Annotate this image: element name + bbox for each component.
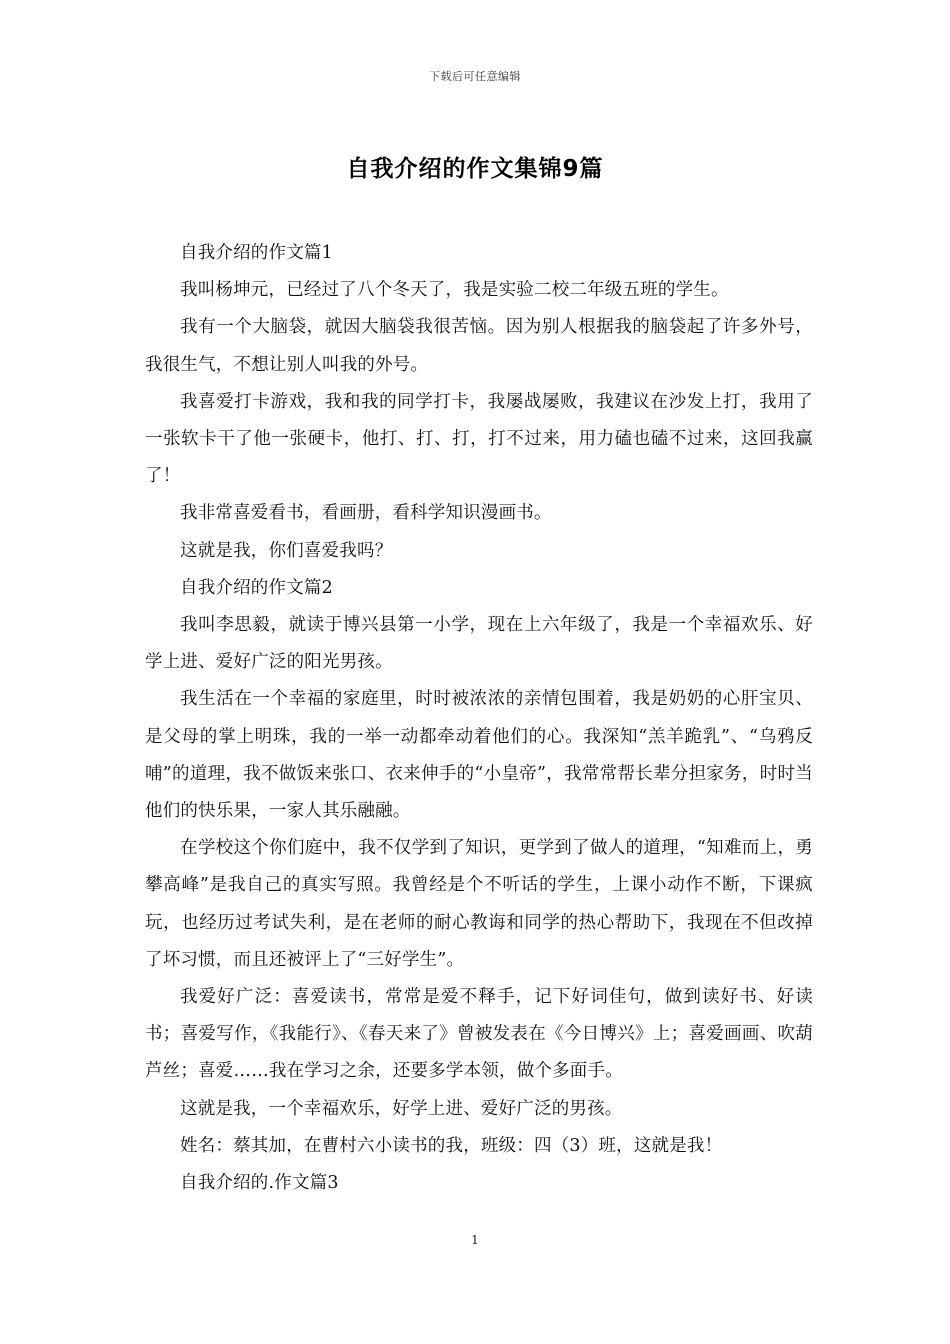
document-title: 自我介绍的作文集锦9篇 — [346, 156, 604, 182]
paragraph: 姓名：蔡其加，在曹村六小读书的我，班级：四（3）班，这就是我！ — [180, 1135, 723, 1156]
paragraph: 这就是我，一个幸福欢乐，好学上进、爱好广泛的男孩。 — [180, 1098, 623, 1119]
paragraph: 我生活在一个幸福的家庭里，时时被浓浓的亲情包围着，我是奶奶的心肝宝贝、是父母的掌上明珠，我的一举一动都牵动着他们的心。我深知“羔羊跪乳”、“乌鸦反哺”的道理，我不做饭来张口、衣来伸手的“小皇帝”，我常常帮长辈分担家务，时时当他们的快乐果，一家人其乐融融。 — [145, 689, 813, 822]
paragraph: 我爱好广泛：喜爱读书，常常是爱不释手，记下好词佳句，做到读好书、好读书；喜爱写作，《我能行》、《春天来了》曾被发表在《今日博兴》上；喜爱画画、吹葫芦丝；喜爱……我在学习之余，还要多学本领，做个多面手。 — [145, 987, 813, 1082]
section-heading-1: 自我介绍的作文篇1 — [180, 243, 333, 263]
paragraph: 我叫杨坤元，已经过了八个冬天了，我是实验二校二年级五班的学生。 — [180, 280, 729, 301]
section-heading-2: 自我介绍的作文篇2 — [180, 577, 333, 598]
paragraph: 在学校这个你们庭中，我不仅学到了知识，更学到了做人的道理，“知难而上，勇攀高峰”是我自己的真实写照。我曾经是个不听话的学生，上课小动作不断，下课疯玩，也经历过考试失利，是在老师的耐心教诲和同学的热心帮助下，我现在不但改掉了坏习惯，而且还被评上了“三好学生”。 — [145, 838, 813, 970]
document-body — [145, 235, 813, 1202]
paragraph: 我非常喜爱看书，看画册，看科学知识漫画书。 — [180, 503, 552, 524]
paragraph: 我叫李思毅，就读于博兴县第一小学，现在上六年级了，我是一个幸福欢乐、好学上进、爱好广泛的阳光男孩。 — [145, 615, 813, 673]
paragraph: 我喜爱打卡游戏，我和我的同学打卡，我屡战屡败，我建议在沙发上打，我用了一张软卡干了他一张硬卡，他打、打、打，打不过来，用力磕也磕不过来，这回我赢了！ — [145, 391, 813, 487]
paragraph: 我有一个大脑袋，就因大脑袋我很苦恼。因为别人根据我的脑袋起了许多外号，我很生气，不想让别人叫我的外号。 — [145, 317, 813, 375]
header-note: 下载后可任意编辑 — [429, 70, 521, 83]
section-heading-3: 自我介绍的.作文篇3 — [180, 1173, 339, 1194]
paragraph: 这就是我，你们喜爱我吗？ — [180, 540, 393, 561]
page-number: 1 — [471, 1233, 479, 1247]
